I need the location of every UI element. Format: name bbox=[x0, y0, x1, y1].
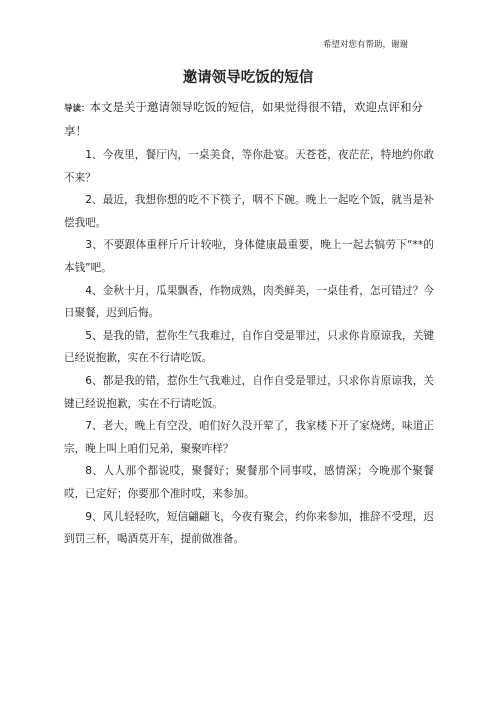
document-title: 邀请领导吃饭的短信 bbox=[182, 70, 314, 86]
sms-item-6: 6、都是我的错，惹你生气我难过，自作自受是罪过，只求你肯原谅我，关键已经说抱歉，实在不行请吃饭。 bbox=[64, 374, 434, 410]
sms-item-8: 8、人人那个都说哎，聚餐好；聚餐那个同事哎，感情深；今晚那个聚餐哎，已定好；你要那个准时哎，来参加。 bbox=[64, 465, 434, 500]
intro-label: 导读： bbox=[64, 104, 90, 114]
header-note: 希望对您有帮助，谢谢 bbox=[322, 40, 408, 50]
document-body bbox=[64, 96, 434, 551]
sms-item-1: 1、今夜里，餐厅内，一桌美食，等你赴宴。天苍苍，夜茫茫，特地约你敢不来？ bbox=[64, 149, 434, 184]
sms-item-7: 7、老大，晚上有空没，咱们好久没开荤了，我家楼下开了家烧烤，味道正宗，晚上叫上咱们兄弟，聚聚咋样？ bbox=[64, 420, 434, 455]
sms-item-4: 4、金秋十月，瓜果飘香，作物成熟，肉类鲜美，一桌佳肴，怎可错过？今日聚餐，迟到后悔。 bbox=[64, 284, 434, 320]
sms-item-5: 5、是我的错，惹你生气我难过，自作自受是罪过，只求你肯原谅我，关键已经说抱歉，实在不行请吃饭。 bbox=[64, 329, 434, 365]
sms-item-9: 9、风儿轻轻吹，短信翩翩飞，今夜有聚会，约你来参加，推辞不受理，迟到罚三杯，喝酒莫开车，提前做准备。 bbox=[64, 510, 434, 546]
sms-item-2: 2、最近，我想你想的吃不下筷子，咽不下碗。晚上一起吃个饭，就当是补偿我吧。 bbox=[64, 194, 434, 229]
intro-paragraph bbox=[64, 96, 434, 142]
sms-item-3: 3、不要跟体重秤斤斤计较啦，身体健康最重要，晚上一起去犒劳下“**的本钱”吧。 bbox=[64, 239, 434, 274]
intro-text: 本文是关于邀请领导吃饭的短信，如果觉得很不错，欢迎点评和分享！ bbox=[64, 100, 424, 138]
